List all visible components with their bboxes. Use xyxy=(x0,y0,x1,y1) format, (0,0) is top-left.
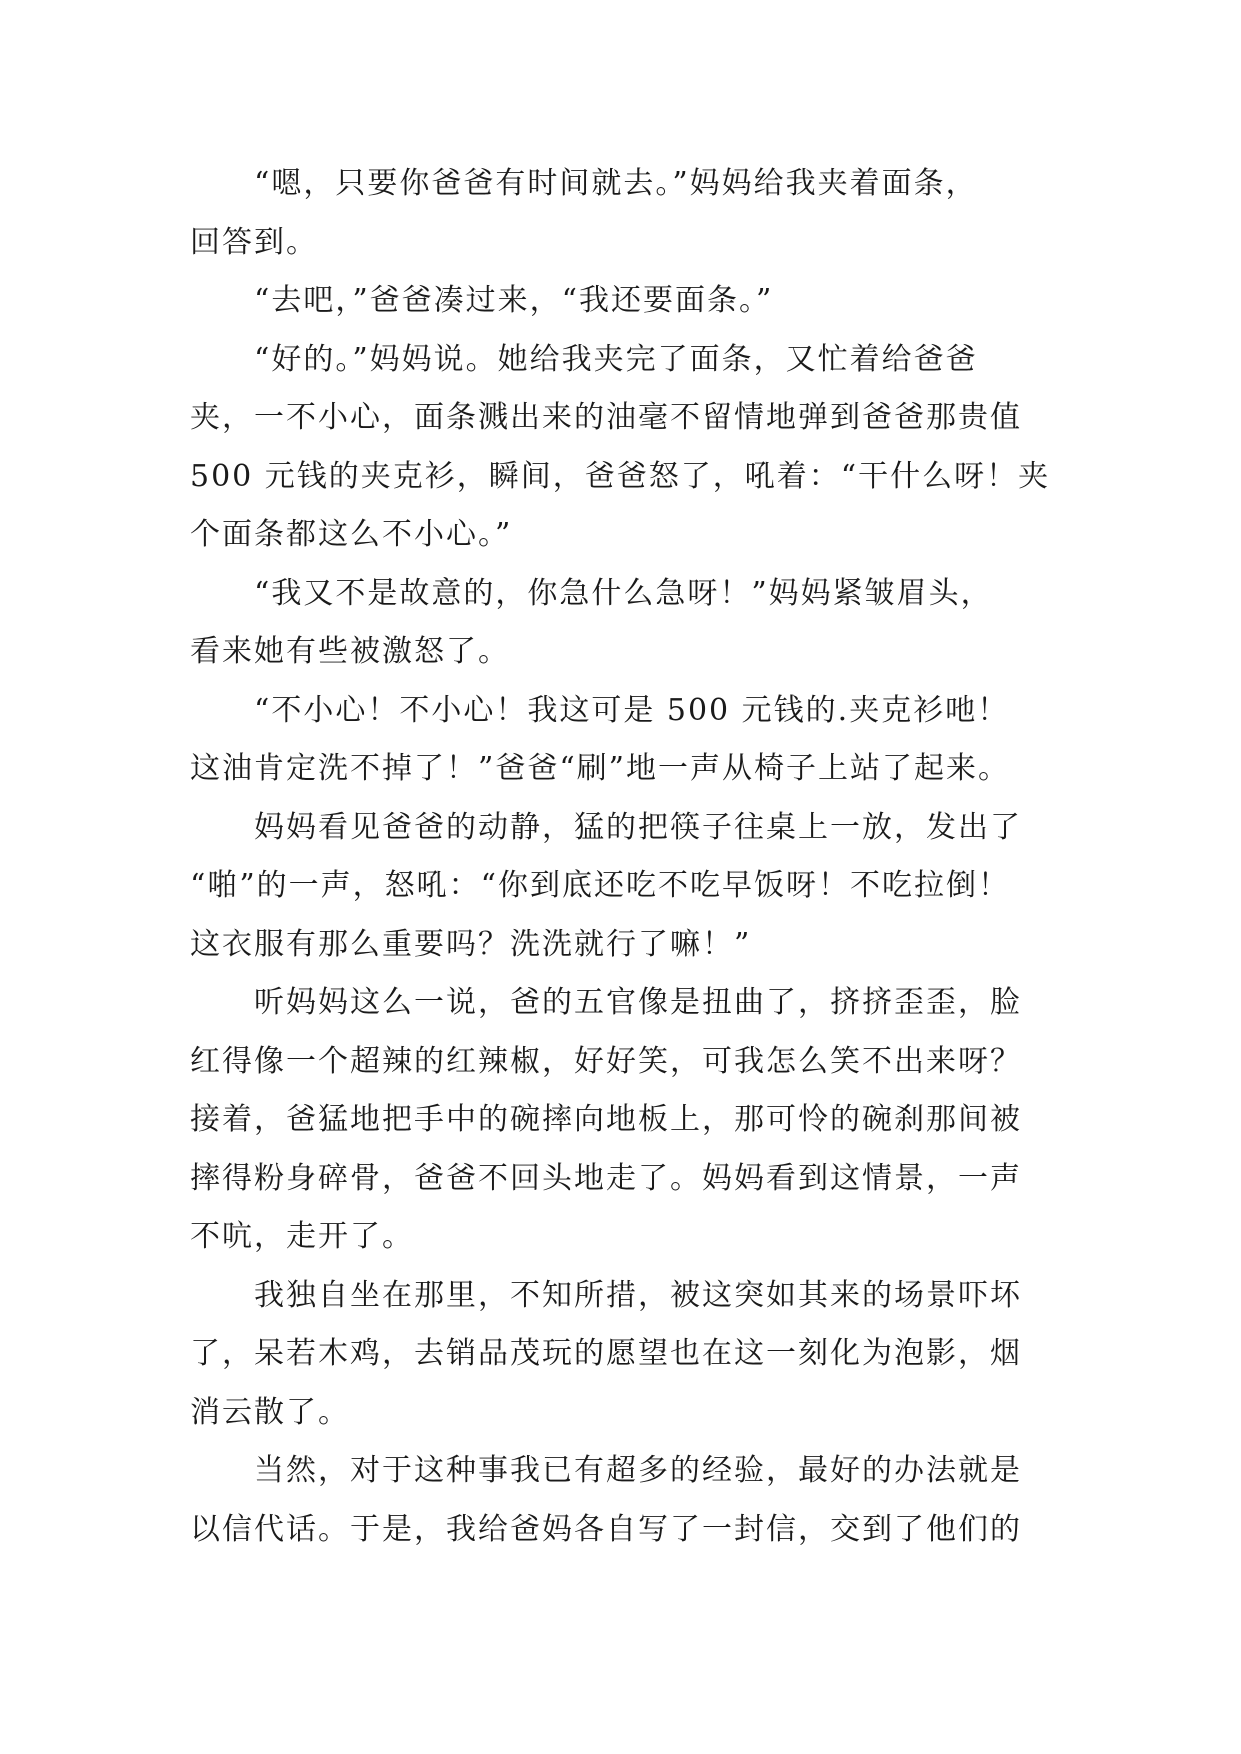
text-line: 回答到。 xyxy=(190,224,318,260)
text-line: 看来她有些被激怒了。 xyxy=(190,634,510,669)
text-line: “去吧，”爸爸凑过来，“我还要面条。” xyxy=(254,283,774,318)
text-line: 以信代话。于是，我给爸妈各自写了一封信，交到了他们的 xyxy=(190,1511,1022,1547)
text-line: 接着，爸猛地把手中的碗摔向地板上，那可怜的碗刹那间被 xyxy=(190,1102,1022,1137)
text-line: 我独自坐在那里，不知所措，被这突如其来的场景吓坏 xyxy=(254,1277,1022,1313)
text-line: 500 元钱的夹克衫，瞬间，爸爸怒了，吼着：“干什么呀！夹 xyxy=(190,458,1051,494)
text-line: “嗯，只要你爸爸有时间就去。”妈妈给我夹着面条， xyxy=(254,166,978,201)
text-line: 个面条都这么不小心。” xyxy=(190,517,513,552)
text-line: “不小心！不小心！我这可是 500 元钱的.夹克衫吔！ xyxy=(254,692,1010,728)
text-line: 听妈妈这么一说，爸的五官像是扭曲了，挤挤歪歪，脸 xyxy=(254,985,1022,1020)
text-line: “我又不是故意的，你急什么急呀！”妈妈紧皱眉头， xyxy=(254,575,993,611)
body-text xyxy=(190,155,1060,1559)
text-line: “好的。”妈妈说。她给我夹完了面条，又忙着给爸爸 xyxy=(254,341,978,377)
text-line: 摔得粉身碎骨，爸爸不回头地走了。妈妈看到这情景，一声 xyxy=(190,1160,1022,1196)
text-line: 红得像一个超辣的红辣椒，好好笑，可我怎么笑不出来呀？ xyxy=(190,1043,1022,1079)
text-line: “啪”的一声，怒吼：“你到底还吃不吃早饭呀！不吃拉倒！ xyxy=(190,868,1011,903)
text-line: 夹，一不小心，面条溅出来的油毫不留情地弹到爸爸那贵值 xyxy=(190,400,1022,435)
text-line: 当然，对于这种事我已有超多的经验，最好的办法就是 xyxy=(254,1453,1022,1488)
text-line: 消云散了。 xyxy=(190,1394,350,1430)
text-line: 妈妈看见爸爸的动静，猛的把筷子往桌上一放，发出了 xyxy=(254,809,1022,845)
text-line: 不吭，走开了。 xyxy=(190,1219,414,1254)
text-line: 了，呆若木鸡，去销品茂玩的愿望也在这一刻化为泡影，烟 xyxy=(190,1336,1022,1371)
text-line: 这油肯定洗不掉了！”爸爸“刷”地一声从椅子上站了起来。 xyxy=(190,751,1011,786)
text-line: 这衣服有那么重要吗？洗洗就行了嘛！” xyxy=(190,926,752,962)
